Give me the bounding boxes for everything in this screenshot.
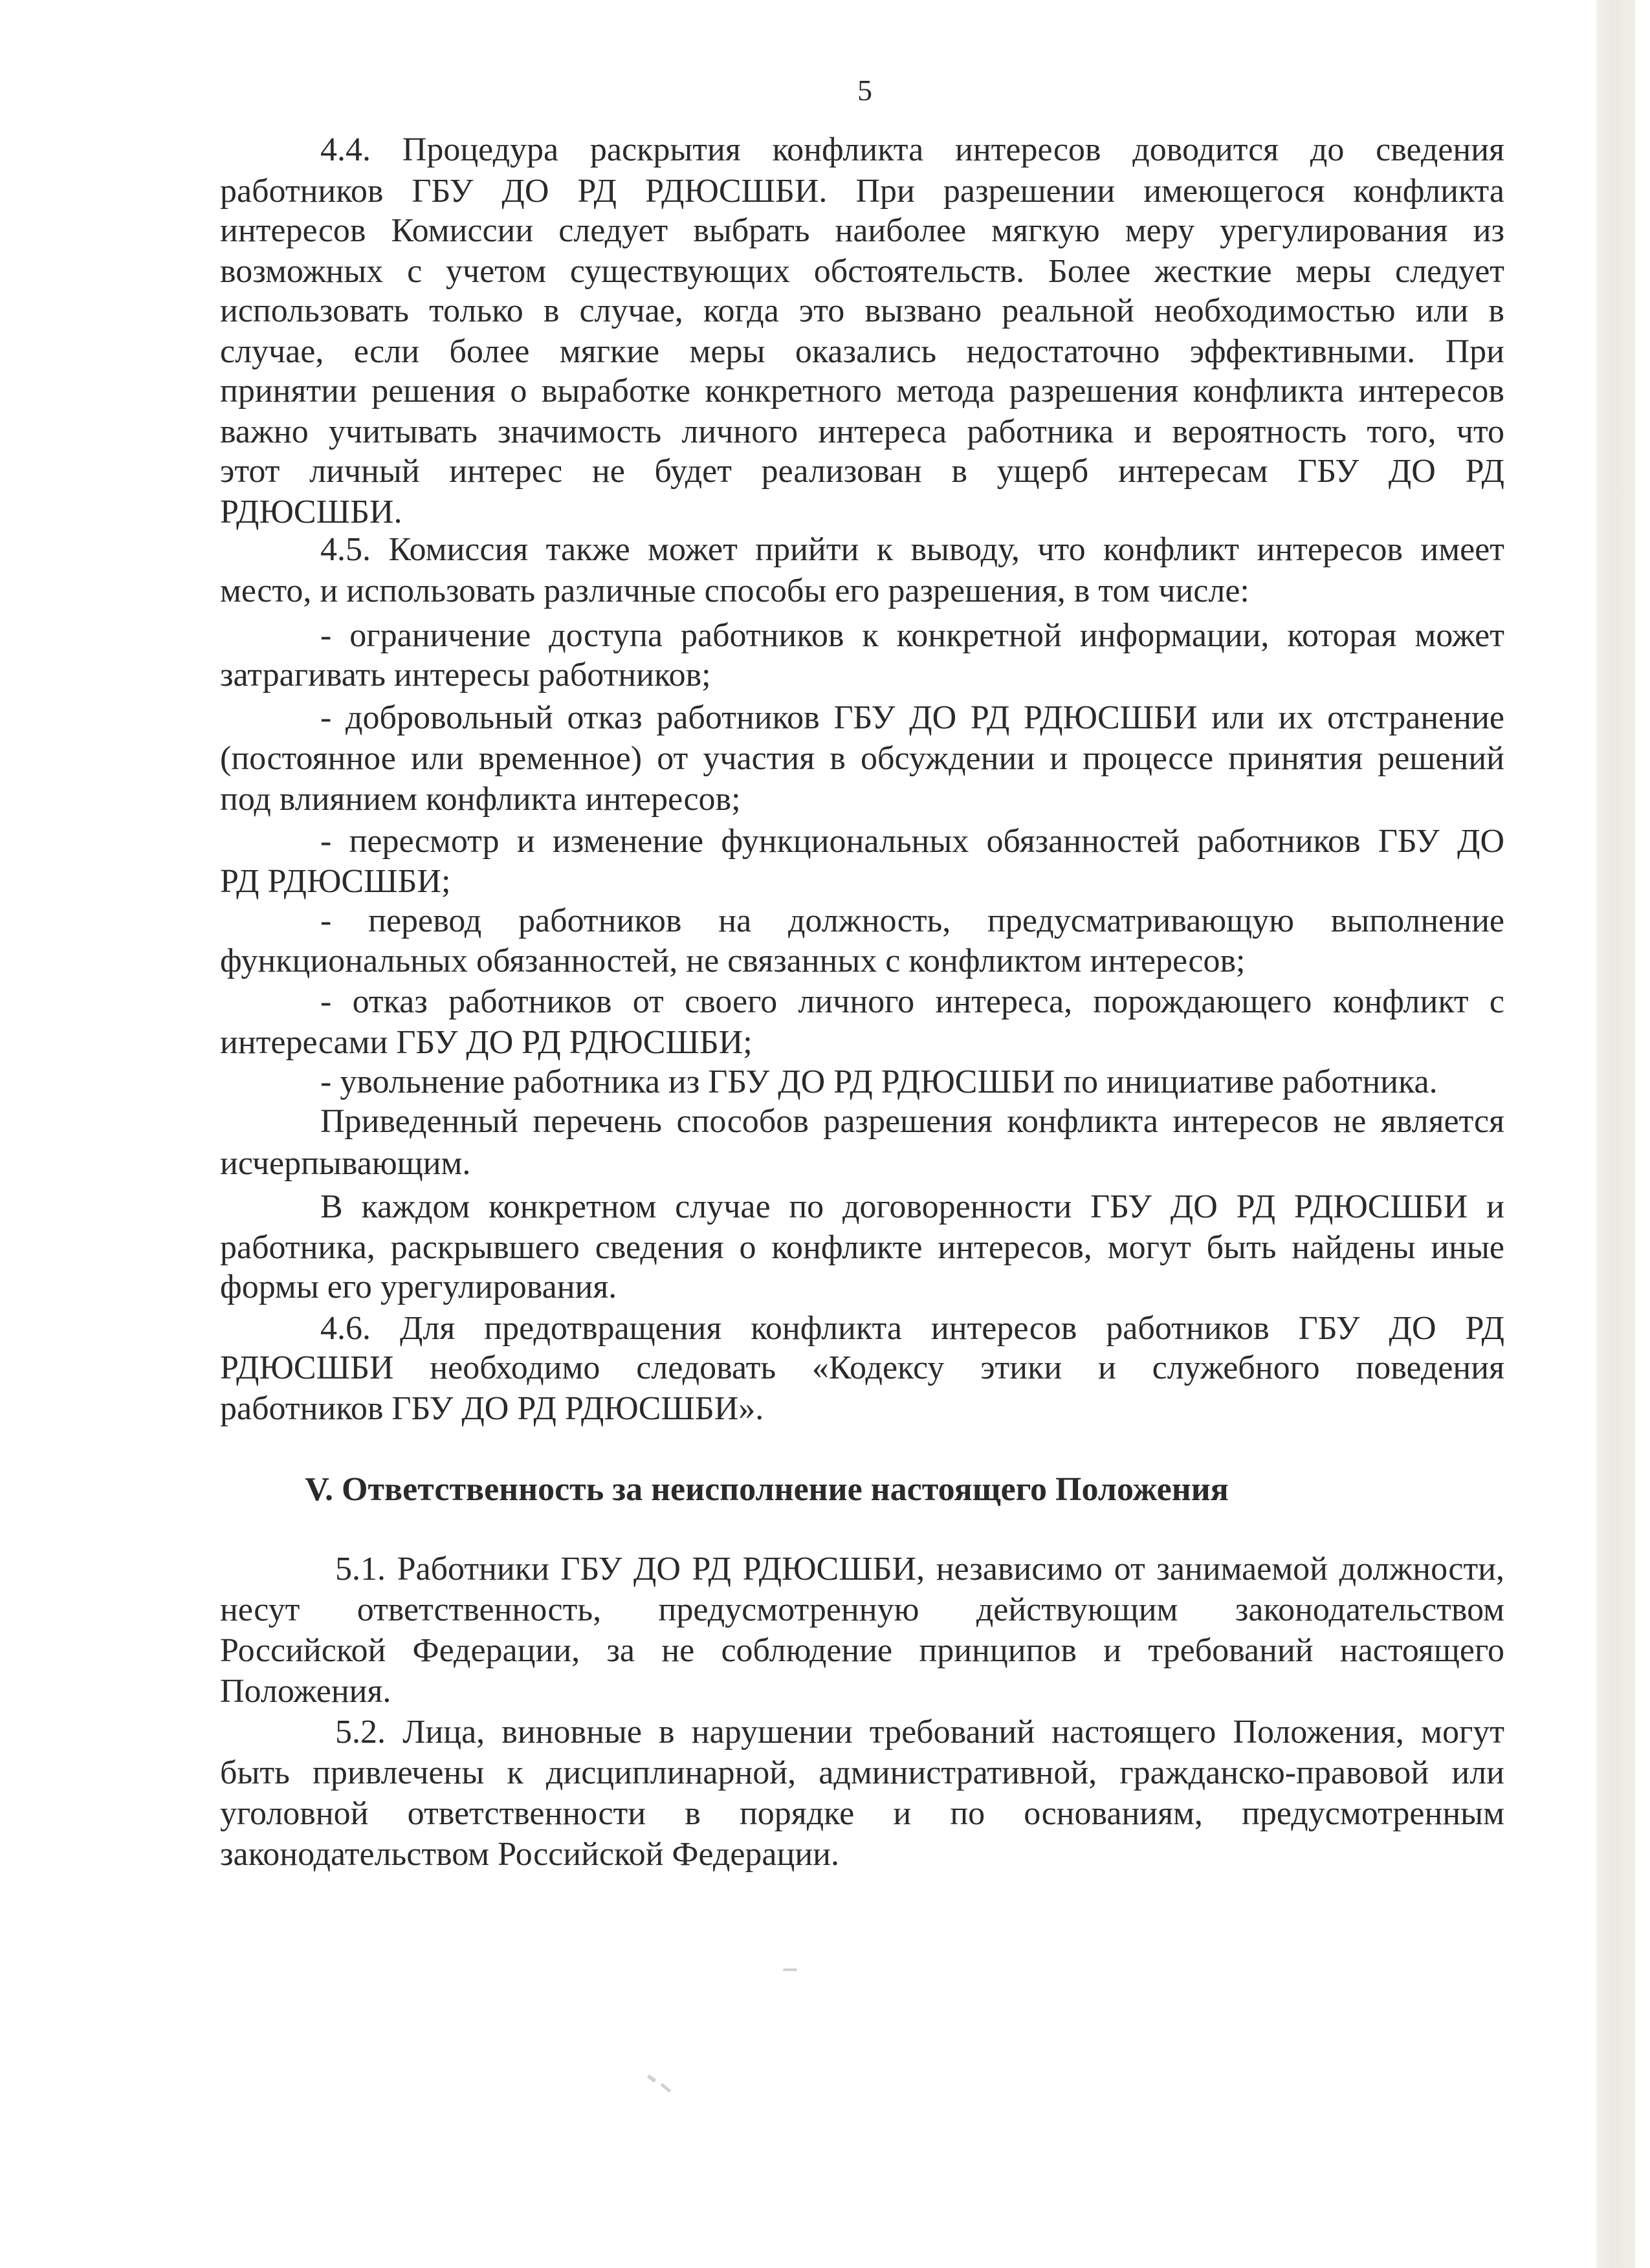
list-item-line: затрагивать интересы работников; — [220, 657, 711, 693]
page-number: 5 — [857, 74, 872, 107]
list-item-line: под влиянием конфликта интересов; — [220, 781, 741, 818]
list-note-line: Приведенный перечень способов разрешения конфликта интересов не является — [320, 1103, 1504, 1140]
paragraph-5-2-line: быть привлечены к дисциплинарной, административной, гражданско-правовой или — [220, 1754, 1504, 1791]
scan-speck — [647, 2075, 657, 2083]
each-case-line: В каждом конкретном случае по договоренности ГБУ ДО РД РДЮСШБИ и — [320, 1188, 1504, 1225]
paragraph-5-1-line: Положения. — [220, 1673, 391, 1710]
paragraph-4-4-line: интересов Комиссии следует выбрать наиболее мягкую меру урегулирования из — [220, 212, 1504, 249]
scan-speck — [660, 2083, 671, 2093]
list-note-line: исчерпывающим. — [220, 1145, 471, 1182]
scan-edge-strip — [1596, 0, 1635, 2268]
list-item-line: - отказ работников от своего личного интереса, порождающего конфликт с — [320, 983, 1504, 1020]
paragraph-5-2-line: законодательством Российской Федерации. — [220, 1836, 839, 1873]
list-item-line: - ограничение доступа работников к конкретной информации, которая может — [320, 617, 1504, 654]
list-item-line: функциональных обязанностей, не связанных с конфликтом интересов; — [220, 943, 1246, 979]
paragraph-4-6-line: РДЮСШБИ необходимо следовать «Кодексу этики и служебного поведения — [220, 1349, 1504, 1386]
paragraph-4-4-line: принятии решения о выработке конкретного метода разрешения конфликта интересов — [220, 373, 1504, 409]
paragraph-5-2-line: 5.2. Лица, виновные в нарушении требований настоящего Положения, могут — [335, 1714, 1504, 1750]
list-item-line: (постоянное или временное) от участия в обсуждении и процессе принятия решений — [220, 740, 1504, 777]
paragraph-5-2-line: уголовной ответственности в порядке и по основаниям, предусмотренным — [220, 1795, 1504, 1832]
scan-speck — [783, 1968, 797, 1971]
paragraph-5-1-line: несут ответственность, предусмотренную действующим законодательством — [220, 1591, 1504, 1628]
list-item-line: интересами ГБУ ДО РД РДЮСШБИ; — [220, 1024, 753, 1061]
paragraph-4-4-line: 4.4. Процедура раскрытия конфликта интересов доводится до сведения — [320, 131, 1504, 168]
section-heading: V. Ответственность за неисполнение настоящего Положения — [305, 1471, 1229, 1508]
paragraph-4-4-line: случае, если более мягкие меры оказались недостаточно эффективными. При — [220, 333, 1504, 370]
paragraph-4-4-line: этот личный интерес не будет реализован в ущерб интересам ГБУ ДО РД — [220, 453, 1504, 490]
list-item-line: - пересмотр и изменение функциональных обязанностей работников ГБУ ДО — [320, 823, 1504, 860]
paragraph-4-5-line: место, и использовать различные способы его разрешения, в том числе: — [220, 572, 1249, 609]
paragraph-4-4-line: важно учитывать значимость личного интереса работника и вероятность того, что — [220, 413, 1504, 450]
paragraph-5-1-line: Российской Федерации, за не соблюдение принципов и требований настоящего — [220, 1632, 1504, 1669]
paragraph-4-5-line: 4.5. Комиссия также может прийти к выводу, что конфликт интересов имеет — [320, 531, 1504, 568]
list-item-line: РД РДЮСШБИ; — [220, 863, 451, 900]
paragraph-4-4-line: использовать только в случае, когда это вызвано реальной необходимостью или в — [220, 292, 1504, 329]
each-case-line: формы его урегулирования. — [220, 1269, 617, 1305]
paragraph-4-6-line: 4.6. Для предотвращения конфликта интересов работников ГБУ ДО РД — [320, 1310, 1504, 1347]
each-case-line: работника, раскрывшего сведения о конфликте интересов, могут быть найдены иные — [220, 1229, 1504, 1266]
paragraph-4-4-line: РДЮСШБИ. — [220, 494, 402, 530]
list-item-line: - увольнение работника из ГБУ ДО РД РДЮСШБИ по инициативе работника. — [320, 1063, 1438, 1100]
paragraph-4-6-line: работников ГБУ ДО РД РДЮСШБИ». — [220, 1390, 764, 1427]
list-item-line: - перевод работников на должность, предусматривающую выполнение — [320, 902, 1504, 939]
paragraph-5-1-line: 5.1. Работники ГБУ ДО РД РДЮСШБИ, независимо от занимаемой должности, — [335, 1551, 1504, 1587]
list-item-line: - добровольный отказ работников ГБУ ДО РД РДЮСШБИ или их отстранение — [320, 699, 1504, 736]
paragraph-4-4-line: возможных с учетом существующих обстоятельств. Более жесткие меры следует — [220, 253, 1504, 290]
paragraph-4-4-line: работников ГБУ ДО РД РДЮСШБИ. При разрешении имеющегося конфликта — [220, 173, 1504, 210]
